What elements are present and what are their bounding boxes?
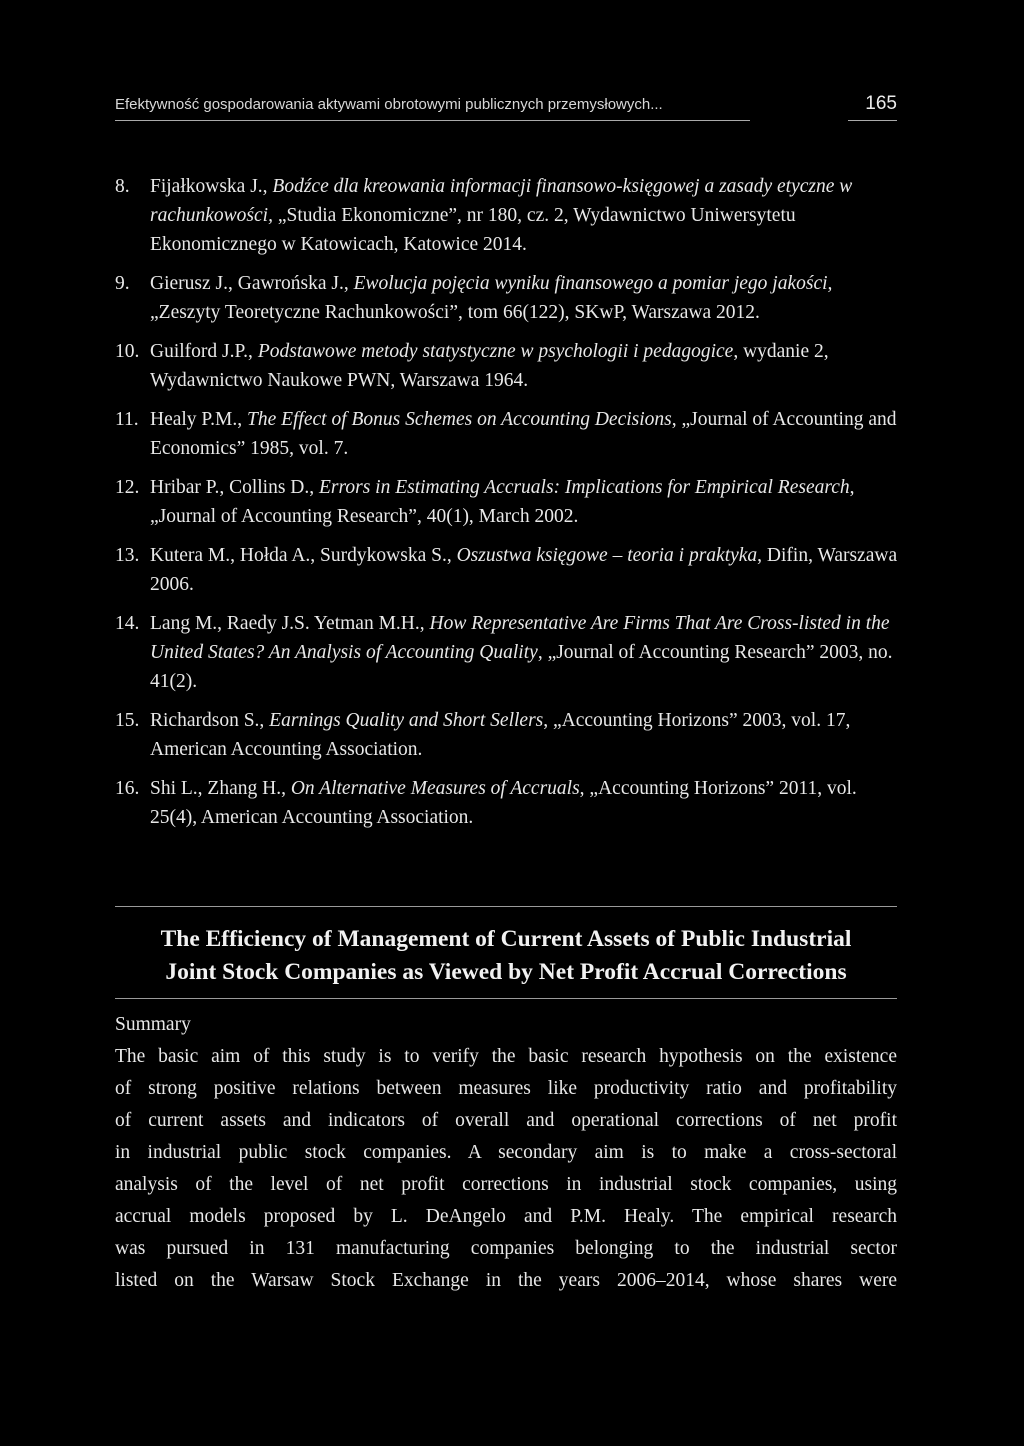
- reference-details: , „Accounting Horizons” 2003, vol. 17, American Accounting Association.: [150, 710, 851, 760]
- reference-authors: Lang M., Raedy J.S. Yetman M.H.,: [150, 613, 430, 634]
- summary-line: analysis of the level of net profit corrections in industrial stock companies, using: [115, 1174, 897, 1195]
- reference-authors: Gierusz J., Gawrońska J.,: [150, 273, 354, 294]
- summary-line: in industrial public stock companies. A secondary aim is to make a cross-sectoral: [115, 1142, 897, 1163]
- reference-item: [115, 609, 900, 696]
- reference-title: Podstawowe metody statystyczne w psychologii i pedagogice: [257, 341, 734, 362]
- reference-item: [115, 172, 900, 259]
- reference-number: 11.: [115, 409, 139, 430]
- reference-details: , „Accounting Horizons” 2011, vol. 25(4), American Accounting Association.: [150, 778, 857, 828]
- reference-title: On Alternative Measures of Accruals: [290, 778, 580, 799]
- title-bottom-rule: [115, 998, 897, 999]
- title-line-1: The Efficiency of Management of Current Assets of Public Industrial: [160, 926, 852, 952]
- reference-number: 13.: [115, 545, 140, 566]
- reference-title: How Representative Are Firms That Are Cross-listed in the United States? An Analysis of Accounting Quality: [150, 613, 890, 663]
- reference-number: 14.: [115, 613, 140, 634]
- reference-number: 15.: [115, 710, 140, 731]
- page-number-rule: [848, 120, 897, 121]
- reference-title: The Effect of Bonus Schemes on Accounting Decisions: [246, 409, 672, 430]
- reference-item: [115, 473, 900, 531]
- reference-number: 16.: [115, 778, 140, 799]
- summary-line: accrual models proposed by L. DeAngelo and P.M. Healy. The empirical research: [115, 1206, 897, 1227]
- reference-details: „Studia Ekonomiczne”, nr 180, cz. 2, Wydawnictwo Uniwersytetu Ekonomicznego w Katowicach, Katowice 2014.: [150, 205, 796, 255]
- summary-line: of strong positive relations between measures like productivity ratio and profitability: [115, 1078, 897, 1099]
- reference-details: „Zeszyty Teoretyczne Rachunkowości”, tom 66(122), SKwP, Warszawa 2012.: [150, 302, 760, 323]
- english-title: [115, 923, 897, 989]
- reference-details: , „Journal of Accounting Research”, 40(1), March 2002.: [150, 477, 855, 527]
- reference-title: Earnings Quality and Short Sellers: [269, 710, 544, 731]
- reference-authors: Hribar P., Collins D.,: [150, 477, 320, 498]
- summary-line: The basic aim of this study is to verify the basic research hypothesis on the existence: [115, 1046, 897, 1067]
- title-line-2: Joint Stock Companies as Viewed by Net Profit Accrual Corrections: [165, 959, 847, 985]
- reference-number: 9.: [115, 273, 130, 294]
- header-rule: [115, 120, 750, 121]
- reference-authors: Shi L., Zhang H.,: [150, 778, 291, 799]
- reference-title: Bodźce dla kreowania informacji finansowo-księgowej a zasady etyczne w rachunkowości,: [150, 176, 853, 226]
- reference-authors: Fijałkowska J.,: [150, 176, 273, 197]
- reference-number: 8.: [115, 176, 130, 197]
- reference-details: , wydanie 2, Wydawnictwo Naukowe PWN, Warszawa 1964.: [150, 341, 829, 391]
- running-title: Efektywność gospodarowania aktywami obrotowymi publicznych przemysłowych...: [115, 96, 663, 113]
- summary-line: of current assets and indicators of overall and operational corrections of net profit: [115, 1110, 897, 1131]
- reference-item: [115, 269, 900, 327]
- summary-paragraph: [115, 1041, 897, 1297]
- reference-item: [115, 774, 900, 832]
- reference-number: 10.: [115, 341, 140, 362]
- reference-title: Ewolucja pojęcia wyniku finansowego a pomiar jego jakości,: [353, 273, 833, 294]
- summary-line: listed on the Warsaw Stock Exchange in the years 2006–2014, whose shares were: [115, 1270, 897, 1291]
- reference-authors: Healy P.M.,: [150, 409, 247, 430]
- reference-title: Errors in Estimating Accruals: Implications for Empirical Research: [319, 477, 850, 498]
- bibliography-list: [115, 172, 900, 842]
- reference-details: , „Journal of Accounting Research” 2003, no. 41(2).: [150, 642, 893, 692]
- reference-item: [115, 706, 900, 764]
- page-number: 165: [865, 93, 897, 114]
- summary-heading: Summary: [115, 1014, 191, 1035]
- reference-details: , Difin, Warszawa 2006.: [150, 545, 898, 595]
- reference-item: [115, 405, 900, 463]
- reference-item: [115, 541, 900, 599]
- reference-details: , „Journal of Accounting and Economics” 1985, vol. 7.: [150, 409, 897, 459]
- reference-title: Oszustwa księgowe – teoria i praktyka: [456, 545, 758, 566]
- reference-authors: Richardson S.,: [150, 710, 270, 731]
- summary-line: was pursued in 131 manufacturing companies belonging to the industrial sector: [115, 1238, 897, 1259]
- reference-authors: Kutera M., Hołda A., Surdykowska S.,: [150, 545, 457, 566]
- reference-number: 12.: [115, 477, 140, 498]
- title-top-rule: [115, 906, 897, 907]
- reference-authors: Guilford J.P.,: [150, 341, 258, 362]
- reference-item: [115, 337, 900, 395]
- running-header: [115, 93, 897, 122]
